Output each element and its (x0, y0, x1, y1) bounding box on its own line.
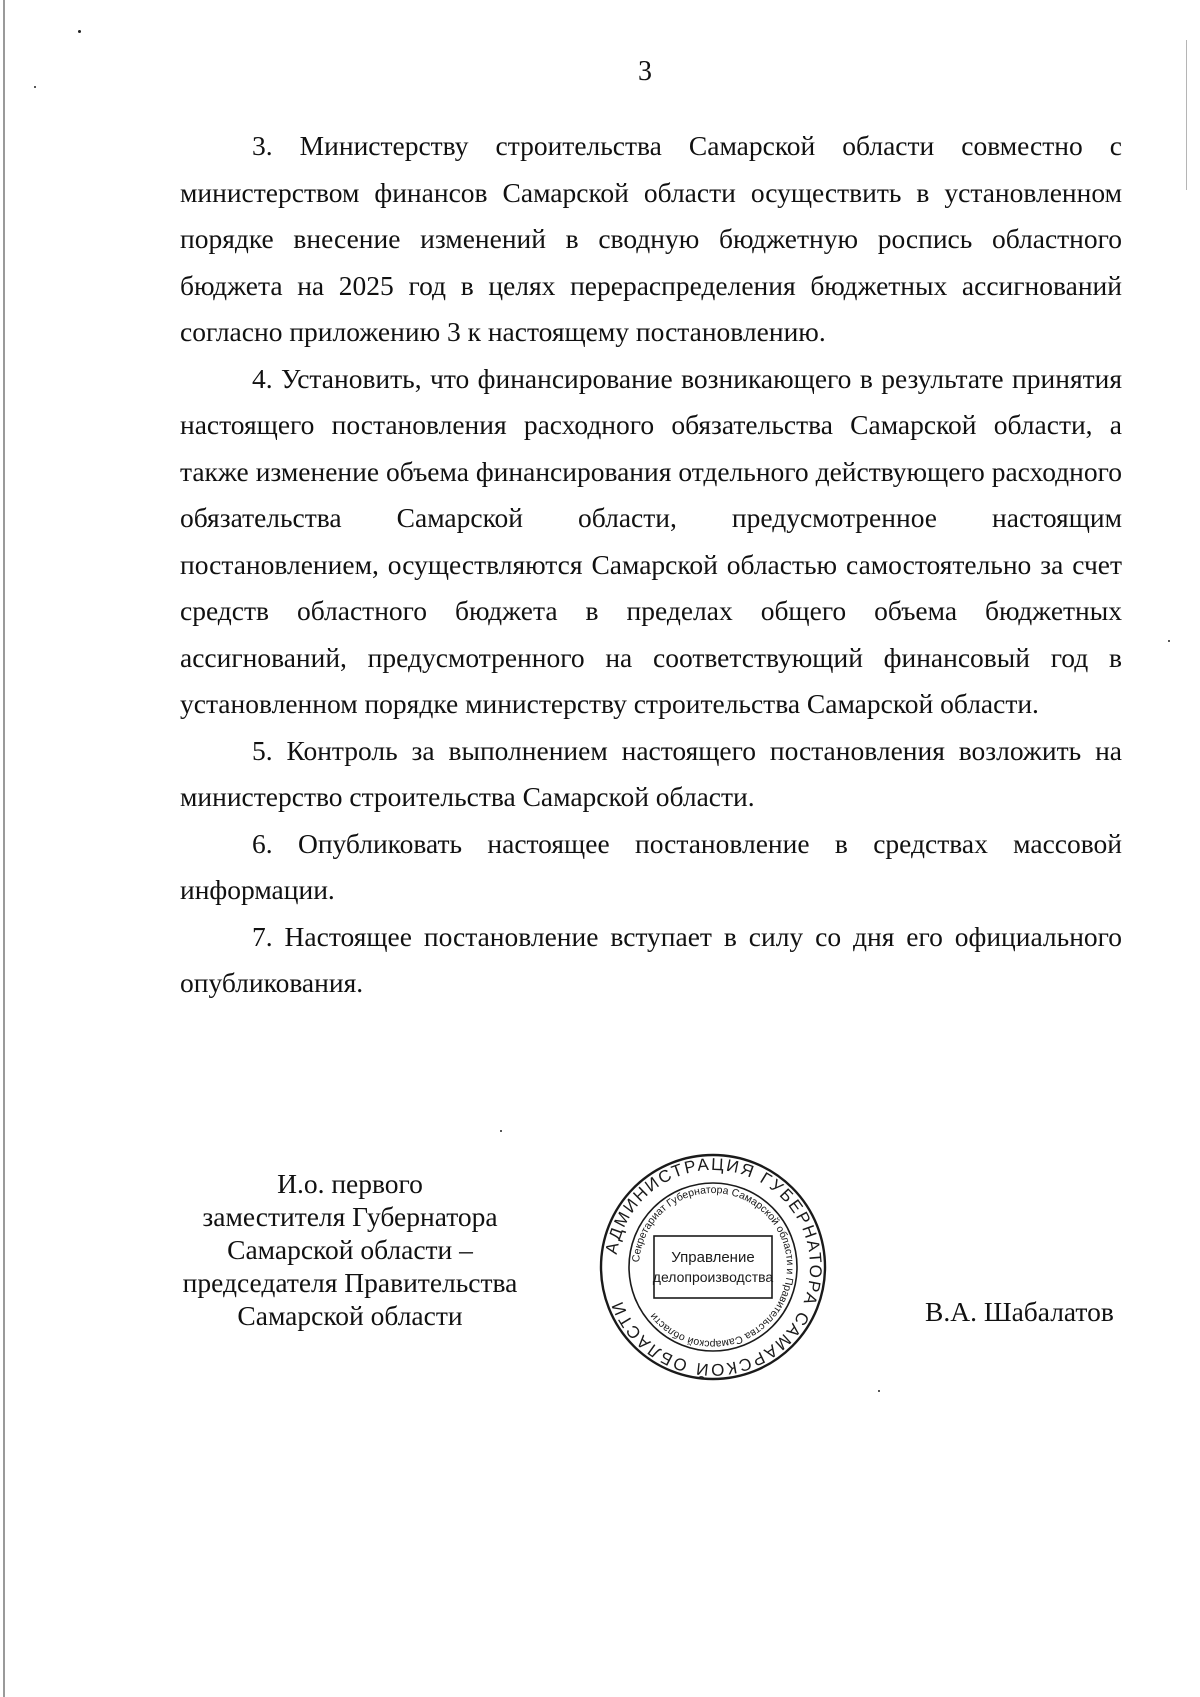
signatory-position-line: И.о. первого (277, 1168, 423, 1199)
seal-center-line-1: Управление (671, 1249, 755, 1266)
official-seal-stamp (594, 1148, 832, 1386)
signatory-position (165, 1167, 535, 1332)
paragraph-5: 5. Контроль за выполнением настоящего постановления возложить на министерство строительства Самарской области. (180, 734, 1122, 812)
paragraph-3: 3. Министерству строительства Самарской области совместно с министерством финансов Самарской области осуществить в установленном порядке внесение изменений в сводную бюджетную роспись областного бюджета на 2025 год в целях перераспределения бюджетных ассигнований согласно приложению 3 к настоящему постановлению. (180, 130, 1122, 347)
scan-speck (34, 86, 36, 88)
signatory-position-line: Самарской области – (227, 1234, 473, 1265)
signatory-position-line: председателя Правительства (182, 1267, 518, 1298)
paragraph-4: 4. Установить, что финансирование возникающего в результате принятия настоящего постановления расходного обязательства Самарской области, а также изменение объема финансирования отдельного действующего расходного обязательства Самарской области, предусмотренное настоящим постановлением, осуществляются Самарской областью самостоятельно за счет средств областного бюджета в пределах общего объема бюджетных ассигнований, предусмотренного на соответствующий финансовый год в установленном порядке министерству строительства Самарской области. (180, 362, 1122, 719)
seal-inner-text: Секретариат Губернатора Самарской области и Правительства Самарской области (630, 1183, 797, 1351)
scan-speck (500, 1130, 502, 1132)
seal-center-box (654, 1236, 772, 1298)
document-body (180, 123, 1122, 1007)
seal-center-line-2: делопроизводства (652, 1269, 774, 1285)
signatory-position-line: заместителя Губернатора (202, 1201, 498, 1232)
scan-speck (78, 30, 81, 33)
page-number: 3 (638, 56, 652, 87)
paragraph-6: 6. Опубликовать настоящее постановление в средствах массовой информации. (180, 827, 1122, 905)
scan-speck (878, 1390, 880, 1392)
page-left-edge (3, 0, 5, 1697)
scan-speck (1168, 640, 1170, 642)
signatory-name: В.А. Шабалатов (925, 1296, 1114, 1327)
signatory-position-line: Самарской области (237, 1300, 463, 1331)
paragraph-7: 7. Настоящее постановление вступает в силу со дня его официального опубликования. (180, 920, 1122, 998)
seal-outer-text: АДМИНИСТРАЦИЯ ГУБЕРНАТОРА САМАРСКОЙ ОБЛАСТИ (601, 1154, 826, 1380)
